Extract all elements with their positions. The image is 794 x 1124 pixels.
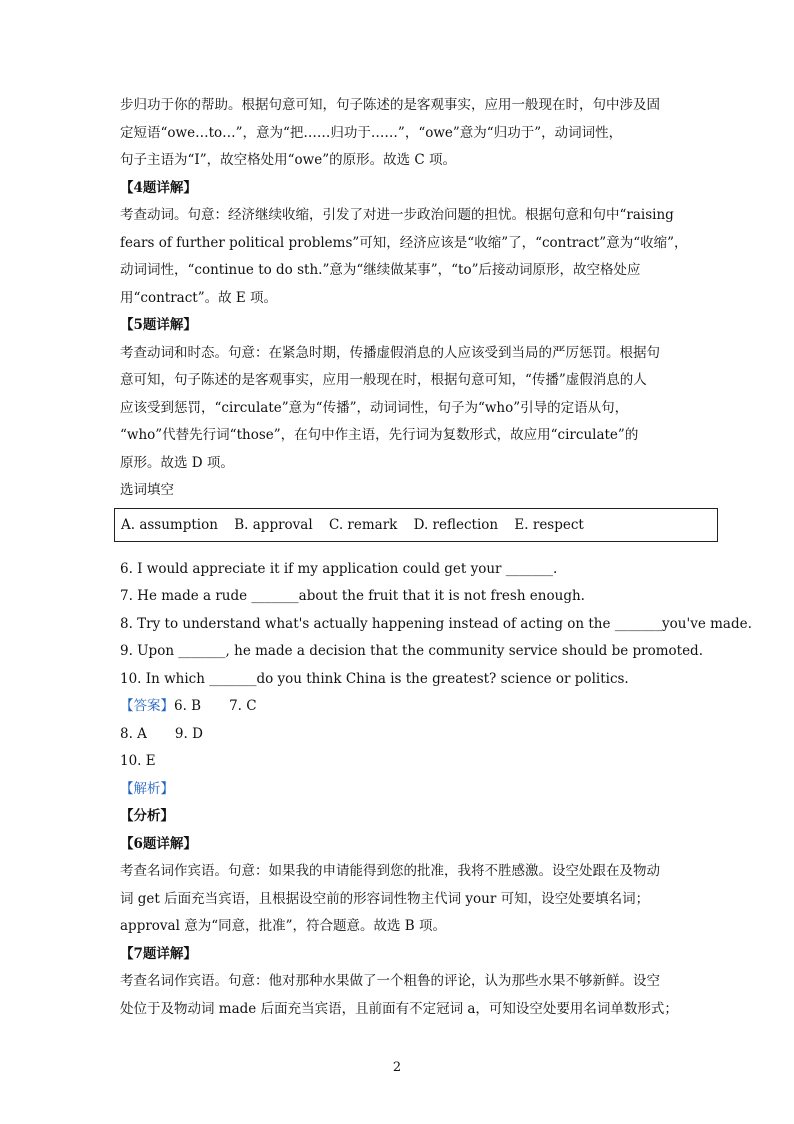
answer-row-3 (120, 748, 676, 776)
question-10: 10. In which _______do you think China is the greatest? science or politics. (120, 670, 629, 687)
option-a: A. assumption (121, 516, 218, 533)
q4-heading: 【4题详解】 (120, 179, 197, 196)
option-d: D. reflection (413, 516, 499, 533)
answer-7: 7. C (229, 698, 257, 714)
answer-6: 6. B (174, 698, 202, 714)
fenxi-label: 【分析】 (120, 808, 174, 824)
text-line: 动词词性，“continue to do sth.”意为“继续做某事”，“to”后接动词原形，故空格处应 (120, 262, 641, 278)
page-number: 2 (392, 1060, 402, 1075)
option-c: C. remark (328, 516, 398, 533)
answer-row-1 (120, 693, 676, 721)
text-line: 原形。故选 D 项。 (120, 454, 234, 471)
question-9: 9. Upon _______, he made a decision that the community service should be promoted. (120, 643, 703, 659)
option-b: B. approval (234, 516, 313, 533)
section-title: 选词填空 (120, 482, 174, 498)
text-line: 词 get 后面充当宾语，且根据设空前的形容词性物主代词 your 可知，设空处要填名词； (120, 890, 650, 907)
answer-label: 【答案】 (120, 698, 174, 714)
answer-row-2 (120, 721, 676, 749)
text-line: approval 意为“同意，批准”，符合题意。故选 B 项。 (120, 918, 447, 934)
q6-heading: 【6题详解】 (120, 835, 197, 852)
text-line: 用“contract”。故 E 项。 (120, 289, 278, 306)
answer-8: 8. A (120, 725, 147, 742)
text-line: 句子主语为“I”，故空格处用“owe”的原形。故选 C 项。 (120, 152, 457, 168)
analysis-label: 【解析】 (120, 780, 174, 797)
option-e: E. respect (514, 516, 584, 533)
text-line: 考查动词。句意：经济继续收缩，引发了对进一步政治问题的担忧。根据句意和句中“raising (120, 207, 674, 223)
question-8: 8. Try to understand what's actually happening instead of acting on the _______you've made. (120, 615, 752, 632)
text-line: fears of further political problems”可知，经济应该是“收缩”了，“contract”意为“收缩”， (120, 234, 688, 251)
text-line: 处位于及物动词 made 后面充当宾语，且前面有不定冠词 a，可知设空处要用名词单数形式； (120, 1000, 678, 1017)
text-line: 步归功于你的帮助。根据句意可知，句子陈述的是客观事实，应用一般现在时，句中涉及固 (120, 97, 660, 113)
text-line: 考查名词作宾语。句意：他对那种水果做了一个粗鲁的评论，认为那些水果不够新鲜。设空 (120, 973, 660, 989)
text-line: 定短语“owe…to…”，意为“把……归功于……”，“owe”意为“归功于”，动词词性， (120, 124, 623, 141)
question-7: 7. He made a rude _______about the fruit that it is not fresh enough. (120, 588, 585, 604)
spacer (120, 542, 676, 556)
text-line: 意可知，句子陈述的是客观事实，应用一般现在时，根据句意可知，“传播”虚假消息的人 (120, 372, 647, 388)
text-line: “who”代替先行词“those”，在句中作主语，先行词为复数形式，故应用“circulate”的 (120, 427, 639, 443)
q7-heading: 【7题详解】 (120, 945, 197, 962)
text-line: 考查动词和时态。句意：在紧急时期，传播虚假消息的人应该受到当局的严厉惩罚。根据句 (120, 344, 660, 361)
options-box (114, 508, 718, 542)
q5-heading: 【5题详解】 (120, 317, 197, 333)
page-content (120, 92, 752, 1023)
answer-9: 9. D (174, 725, 203, 742)
question-6: 6. I would appreciate it if my application could get your _______. (120, 560, 558, 577)
text-line: 考查名词作宾语。句意：如果我的申请能得到您的批准，我将不胜感激。设空处跟在及物动 (120, 863, 660, 879)
text-line: 应该受到惩罚，“circulate”意为“传播”，动词词性，句子为“who”引导的定语从句， (120, 399, 629, 416)
answer-10: 10. E (120, 753, 156, 769)
